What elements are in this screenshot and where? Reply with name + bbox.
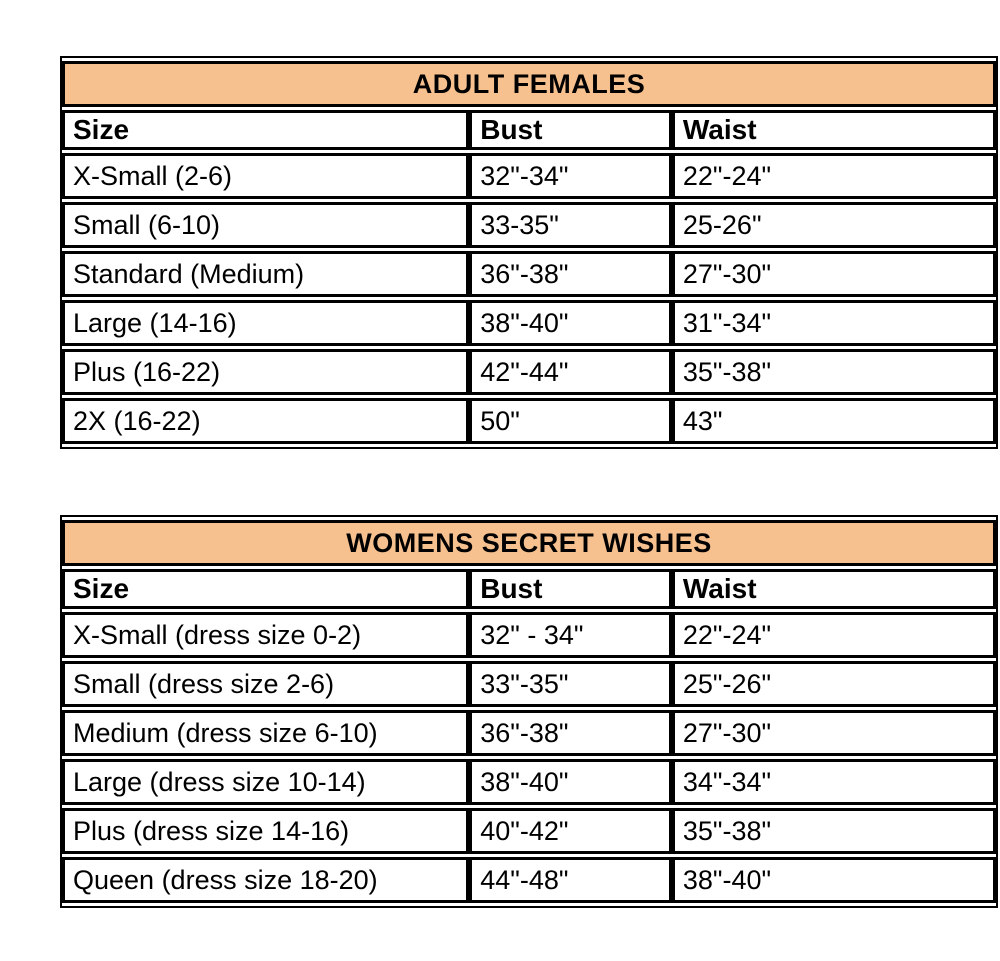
waist-cell: 35"-38" <box>672 349 996 395</box>
column-header-size: Size <box>62 110 469 150</box>
title-row <box>62 61 996 107</box>
table-row <box>62 153 996 199</box>
waist-cell: 43" <box>672 398 996 444</box>
waist-cell: 35"-38" <box>672 808 996 854</box>
size-cell: X-Small (2-6) <box>62 153 469 199</box>
waist-cell: 25-26" <box>672 202 996 248</box>
header-row <box>62 110 996 150</box>
bust-cell: 44"-48" <box>469 857 672 903</box>
size-cell: Queen (dress size 18-20) <box>62 857 469 903</box>
header-row <box>62 569 996 609</box>
table-row <box>62 857 996 903</box>
waist-cell: 22"-24" <box>672 612 996 658</box>
bust-cell: 33"-35" <box>469 661 672 707</box>
table-row <box>62 251 996 297</box>
adult-females-table <box>62 58 996 447</box>
column-header-waist: Waist <box>672 569 996 609</box>
size-cell: Small (dress size 2-6) <box>62 661 469 707</box>
table-row <box>62 808 996 854</box>
bust-cell: 38"-40" <box>469 300 672 346</box>
waist-cell: 31"-34" <box>672 300 996 346</box>
size-cell: Standard (Medium) <box>62 251 469 297</box>
womens-secret-wishes-size-chart <box>60 515 998 908</box>
size-cell: X-Small (dress size 0-2) <box>62 612 469 658</box>
table-row <box>62 661 996 707</box>
size-cell: Large (14-16) <box>62 300 469 346</box>
bust-cell: 36"-38" <box>469 251 672 297</box>
column-header-bust: Bust <box>469 110 672 150</box>
adult-females-size-chart <box>60 56 998 449</box>
bust-cell: 38"-40" <box>469 759 672 805</box>
table-row <box>62 612 996 658</box>
size-cell: Small (6-10) <box>62 202 469 248</box>
bust-cell: 40"-42" <box>469 808 672 854</box>
waist-cell: 34"-34" <box>672 759 996 805</box>
table-title: ADULT FEMALES <box>62 61 996 107</box>
bust-cell: 33-35" <box>469 202 672 248</box>
bust-cell: 32" - 34" <box>469 612 672 658</box>
waist-cell: 22"-24" <box>672 153 996 199</box>
column-header-bust: Bust <box>469 569 672 609</box>
size-cell: Medium (dress size 6-10) <box>62 710 469 756</box>
size-cell: Plus (dress size 14-16) <box>62 808 469 854</box>
bust-cell: 50" <box>469 398 672 444</box>
womens-secret-wishes-table <box>62 517 996 906</box>
bust-cell: 32"-34" <box>469 153 672 199</box>
table-row <box>62 349 996 395</box>
column-header-size: Size <box>62 569 469 609</box>
waist-cell: 38"-40" <box>672 857 996 903</box>
bust-cell: 42"-44" <box>469 349 672 395</box>
size-cell: 2X (16-22) <box>62 398 469 444</box>
table-row <box>62 300 996 346</box>
waist-cell: 27"-30" <box>672 710 996 756</box>
size-cell: Large (dress size 10-14) <box>62 759 469 805</box>
size-cell: Plus (16-22) <box>62 349 469 395</box>
table-row <box>62 759 996 805</box>
table-row <box>62 202 996 248</box>
table-row <box>62 710 996 756</box>
waist-cell: 27"-30" <box>672 251 996 297</box>
column-header-waist: Waist <box>672 110 996 150</box>
table-title: WOMENS SECRET WISHES <box>62 520 996 566</box>
table-row <box>62 398 996 444</box>
waist-cell: 25"-26" <box>672 661 996 707</box>
title-row <box>62 520 996 566</box>
bust-cell: 36"-38" <box>469 710 672 756</box>
